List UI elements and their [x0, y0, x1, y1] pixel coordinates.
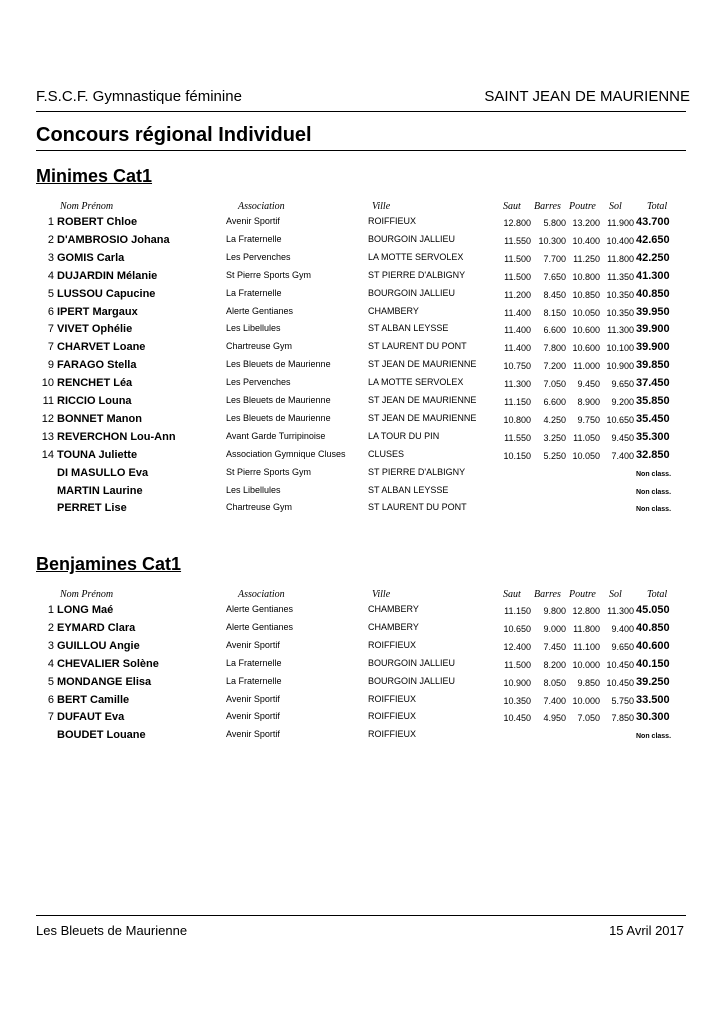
total-score: 39.850: [636, 359, 670, 372]
column-header-total: Total: [647, 589, 668, 600]
city-cell: ROIFFIEUX: [368, 729, 417, 740]
association-cell: La Fraternelle: [226, 233, 282, 244]
saut-score: 10.150: [503, 450, 531, 461]
association-cell: Alerte Gentianes: [226, 621, 294, 632]
barres-score: 7.450: [543, 641, 566, 652]
barres-score: 7.800: [543, 343, 566, 354]
poutre-score: 11.100: [573, 641, 600, 652]
total-score: 39.900: [636, 341, 670, 354]
column-header-association: Association: [238, 589, 285, 600]
association-cell: Alerte Gentianes: [226, 305, 294, 316]
name-cell: GUILLOU Angie: [57, 639, 140, 652]
city-cell: BOURGOIN JALLIEU: [368, 657, 456, 668]
association-cell: Les Pervenches: [226, 377, 291, 388]
table-row: [0, 323, 724, 341]
name-cell: LUSSOU Capucine: [57, 287, 156, 300]
name-cell: RICCIO Louna: [57, 395, 132, 407]
name-cell: ROBERT Chloe: [57, 216, 138, 228]
poutre-score: 10.050: [572, 450, 600, 461]
city-cell: ROIFFIEUX: [368, 216, 417, 226]
city-cell: ST ALBAN LEYSSE: [368, 323, 449, 334]
total-score: 40.850: [636, 621, 670, 634]
table-row: [0, 729, 724, 747]
city-cell: LA MOTTE SERVOLEX: [368, 377, 464, 388]
table-row: [0, 658, 724, 676]
association-cell: Chartreuse Gym: [226, 502, 293, 513]
city-cell: LA MOTTE SERVOLEX: [368, 251, 464, 262]
city-cell: CHAMBERY: [368, 621, 419, 632]
association-cell: Les Pervenches: [226, 251, 291, 262]
rank-cell: 12: [41, 412, 54, 425]
total-score: 39.250: [636, 675, 670, 688]
section-title-benjamines: Benjamines Cat1: [36, 554, 182, 574]
name-cell: CHEVALIER Solène: [57, 657, 159, 670]
city-cell: ST PIERRE D'ALBIGNY: [368, 269, 466, 280]
association-cell: Les Libellules: [226, 323, 281, 334]
table-row: [0, 640, 724, 658]
rank-cell: 5: [47, 675, 54, 688]
city-cell: LA TOUR DU PIN: [368, 430, 440, 441]
barres-score: 7.200: [543, 361, 566, 372]
table-row: [0, 377, 724, 395]
barres-score: 5.250: [543, 450, 566, 461]
total-score: 37.450: [636, 377, 670, 390]
rank-cell: 7: [47, 711, 54, 724]
name-cell: BOUDET Louane: [57, 729, 146, 742]
column-header-name: Nom Prénom: [60, 201, 114, 212]
saut-score: 11.150: [504, 606, 531, 616]
saut-score: 11.400: [504, 343, 531, 354]
rank-cell: 3: [47, 639, 54, 652]
poutre-score: 9.450: [577, 379, 600, 390]
poutre-score: 11.800: [573, 623, 600, 634]
table-row: [0, 359, 724, 377]
city-cell: BOURGOIN JALLIEU: [368, 675, 456, 686]
sol-score: 9.400: [611, 623, 634, 634]
city-cell: ST LAURENT DU PONT: [368, 341, 467, 352]
rank-cell: 10: [41, 377, 54, 390]
city-cell: BOURGOIN JALLIEU: [368, 233, 456, 244]
rank-cell: 7: [47, 323, 54, 336]
sol-score: 9.200: [611, 397, 634, 407]
sol-score: 11.300: [607, 606, 634, 616]
name-cell: LONG Maé: [57, 604, 114, 616]
sol-score: 7.400: [611, 450, 634, 461]
saut-score: 11.150: [504, 397, 531, 407]
table-row: [0, 711, 724, 729]
rank-cell: 1: [47, 604, 54, 616]
city-cell: ST ALBAN LEYSSE: [368, 484, 449, 495]
sol-score: 10.450: [606, 659, 634, 670]
rank-cell: 2: [47, 233, 54, 246]
table-row: [0, 395, 724, 413]
association-cell: Les Libellules: [226, 484, 281, 495]
total-score: 33.500: [636, 693, 670, 706]
column-header-name: Nom Prénom: [60, 589, 114, 600]
sol-score: 11.800: [607, 253, 634, 264]
name-cell: CHARVET Loane: [57, 341, 146, 354]
barres-score: 6.600: [543, 325, 566, 336]
table-row: [0, 252, 724, 270]
poutre-score: 10.050: [572, 307, 600, 318]
poutre-score: 8.900: [577, 397, 600, 407]
city-cell: ST LAURENT DU PONT: [368, 502, 467, 513]
association-cell: St Pierre Sports Gym: [226, 269, 312, 280]
rank-cell: 3: [47, 251, 54, 264]
name-cell: VIVET Ophélie: [57, 323, 133, 336]
association-cell: Chartreuse Gym: [226, 341, 293, 352]
table-row: [0, 485, 724, 503]
total-score: 35.300: [636, 430, 670, 443]
city-cell: ST PIERRE D'ALBIGNY: [368, 466, 466, 477]
association-cell: Avenir Sportif: [226, 639, 280, 650]
association-cell: Avant Garde Turripinoise: [226, 430, 326, 441]
sol-score: 10.450: [606, 677, 634, 688]
rank-cell: 4: [47, 657, 54, 670]
column-header-sol: Sol: [609, 201, 622, 212]
total-score: 39.900: [636, 323, 670, 336]
table-row: [0, 676, 724, 694]
name-cell: MONDANGE Elisa: [57, 675, 152, 688]
saut-score: 11.500: [504, 659, 531, 670]
barres-score: 8.200: [543, 659, 566, 670]
barres-score: 8.050: [543, 677, 566, 688]
page-footer: [36, 923, 684, 941]
association-cell: Avenir Sportif: [226, 729, 280, 740]
name-cell: IPERT Margaux: [57, 305, 138, 318]
total-score: 32.850: [636, 448, 670, 461]
table-row: [0, 413, 724, 431]
saut-score: 11.400: [504, 325, 531, 336]
column-header-barres: Barres: [534, 589, 561, 600]
name-cell: BONNET Manon: [57, 412, 142, 425]
total-score: Non class.: [636, 470, 672, 478]
sol-score: 11.350: [607, 271, 634, 282]
total-score: 39.950: [636, 305, 670, 318]
city-cell: ROIFFIEUX: [368, 693, 417, 704]
rank-cell: 14: [41, 448, 54, 461]
sol-score: 10.900: [606, 361, 634, 372]
total-score: 42.250: [636, 251, 670, 264]
barres-score: 6.600: [543, 397, 566, 407]
barres-score: 3.250: [543, 432, 566, 443]
association-cell: St Pierre Sports Gym: [226, 466, 312, 477]
city-cell: ROIFFIEUX: [368, 639, 417, 650]
poutre-score: 9.750: [577, 414, 600, 425]
city-cell: ROIFFIEUX: [368, 711, 417, 722]
name-cell: DI MASULLO Eva: [57, 466, 149, 479]
association-cell: La Fraternelle: [226, 287, 282, 298]
column-header-poutre: Poutre: [569, 201, 596, 212]
city-cell: CHAMBERY: [368, 604, 419, 614]
table-row: [0, 216, 724, 234]
barres-score: 10.300: [538, 235, 566, 246]
poutre-score: 11.000: [573, 361, 600, 372]
barres-score: 9.000: [543, 623, 566, 634]
total-score: 30.300: [636, 711, 670, 724]
total-score: 40.150: [636, 657, 670, 670]
name-cell: PERRET Lise: [57, 502, 127, 515]
poutre-score: 7.050: [577, 713, 600, 724]
saut-score: 11.500: [504, 253, 531, 264]
total-score: 35.450: [636, 412, 670, 425]
sol-score: 7.850: [611, 713, 634, 724]
association-cell: Avenir Sportif: [226, 693, 280, 704]
city-cell: CLUSES: [368, 448, 405, 459]
sol-score: 5.750: [611, 695, 634, 706]
table-row: [0, 431, 724, 449]
table-row: [0, 449, 724, 467]
association-cell: Les Bleuets de Maurienne: [226, 412, 331, 423]
barres-score: 8.450: [543, 289, 566, 300]
total-score: Non class.: [636, 488, 672, 496]
sol-score: 11.900: [607, 218, 634, 228]
footer-rule: [36, 915, 686, 916]
table-row: [0, 288, 724, 306]
footer-date: 15 Avril 2017: [609, 923, 684, 938]
city-cell: ST JEAN DE MAURIENNE: [368, 359, 477, 370]
column-header-sol: Sol: [609, 589, 622, 600]
barres-score: 7.050: [543, 379, 566, 390]
name-cell: GOMIS Carla: [57, 251, 125, 264]
total-score: Non class.: [636, 733, 672, 741]
barres-score: 7.650: [543, 271, 566, 282]
sol-score: 10.650: [606, 414, 634, 425]
rank-cell: 6: [47, 305, 54, 318]
saut-score: 11.550: [504, 432, 531, 443]
rank-cell: 7: [47, 341, 54, 354]
table-row: [0, 694, 724, 712]
page-header: [36, 88, 690, 108]
name-cell: FARAGO Stella: [57, 359, 137, 372]
association-cell: Les Bleuets de Maurienne: [226, 395, 331, 405]
title-rule: [36, 150, 686, 151]
city-cell: ST JEAN DE MAURIENNE: [368, 395, 477, 405]
header-rule: [36, 111, 686, 112]
saut-score: 11.400: [504, 307, 531, 318]
column-header-total: Total: [647, 201, 668, 212]
sol-score: 10.100: [606, 343, 634, 354]
city-cell: ST JEAN DE MAURIENNE: [368, 412, 477, 423]
association-cell: Association Gymnique Cluses: [226, 448, 346, 459]
saut-score: 11.500: [504, 271, 531, 282]
name-cell: D'AMBROSIO Johana: [57, 233, 170, 246]
column-header-barres: Barres: [534, 201, 561, 212]
page-title: Concours régional Individuel: [36, 124, 312, 146]
table-row: [0, 341, 724, 359]
saut-score: 11.200: [504, 289, 531, 300]
poutre-score: 11.050: [573, 432, 600, 443]
sol-score: 10.400: [606, 235, 634, 246]
barres-score: 8.150: [543, 307, 566, 318]
poutre-score: 13.200: [572, 218, 600, 228]
name-cell: EYMARD Clara: [57, 621, 136, 634]
table-row: [0, 234, 724, 252]
barres-score: 4.950: [543, 713, 566, 724]
sol-score: 9.650: [611, 641, 634, 652]
rank-cell: 1: [47, 216, 54, 228]
saut-score: 11.550: [504, 235, 531, 246]
saut-score: 10.800: [503, 414, 531, 425]
event-location: SAINT JEAN DE MAURIENNE: [484, 88, 690, 105]
saut-score: 11.300: [504, 379, 531, 390]
rank-cell: 2: [47, 621, 54, 634]
poutre-score: 10.850: [572, 289, 600, 300]
column-header-saut: Saut: [503, 201, 521, 212]
poutre-score: 11.250: [573, 253, 600, 264]
sol-score: 11.300: [607, 325, 634, 336]
poutre-score: 10.600: [572, 325, 600, 336]
rank-cell: 13: [41, 430, 54, 443]
rank-cell: 9: [47, 359, 54, 372]
saut-score: 10.450: [503, 713, 531, 724]
table-row: [0, 467, 724, 485]
name-cell: MARTIN Laurine: [57, 484, 143, 497]
poutre-score: 10.800: [572, 271, 600, 282]
column-header-saut: Saut: [503, 589, 521, 600]
column-header-association: Association: [238, 201, 285, 212]
name-cell: REVERCHON Lou-Ann: [57, 430, 176, 443]
total-score: 40.600: [636, 639, 670, 652]
total-score: Non class.: [636, 506, 672, 514]
total-score: 35.850: [636, 395, 670, 407]
sol-score: 9.650: [611, 379, 634, 390]
barres-score: 4.250: [543, 414, 566, 425]
association-cell: Alerte Gentianes: [226, 604, 294, 614]
table-row: [0, 306, 724, 324]
poutre-score: 10.000: [572, 695, 600, 706]
footer-club: Les Bleuets de Maurienne: [36, 923, 188, 938]
total-score: 41.300: [636, 269, 670, 282]
poutre-score: 10.400: [572, 235, 600, 246]
saut-score: 10.650: [503, 623, 531, 634]
rank-cell: 5: [47, 287, 54, 300]
name-cell: BERT Camille: [57, 693, 130, 706]
sol-score: 10.350: [606, 307, 634, 318]
organization-name: F.S.C.F. Gymnastique féminine: [36, 88, 242, 105]
sol-score: 9.450: [611, 432, 634, 443]
saut-score: 10.350: [503, 695, 531, 706]
rank-cell: 6: [47, 693, 54, 706]
barres-score: 7.700: [543, 253, 566, 264]
association-cell: Avenir Sportif: [226, 216, 280, 226]
saut-score: 12.400: [503, 641, 531, 652]
total-score: 43.700: [636, 216, 670, 228]
barres-score: 9.800: [543, 606, 566, 616]
name-cell: DUFAUT Eva: [57, 711, 125, 724]
poutre-score: 12.800: [572, 606, 600, 616]
rank-cell: 11: [42, 395, 54, 407]
rank-cell: 4: [47, 269, 54, 282]
poutre-score: 10.000: [572, 659, 600, 670]
city-cell: BOURGOIN JALLIEU: [368, 287, 456, 298]
sol-score: 10.350: [606, 289, 634, 300]
total-score: 42.650: [636, 233, 670, 246]
table-row: [0, 622, 724, 640]
association-cell: La Fraternelle: [226, 675, 282, 686]
total-score: 40.850: [636, 287, 670, 300]
association-cell: Les Bleuets de Maurienne: [226, 359, 331, 370]
association-cell: Avenir Sportif: [226, 711, 280, 722]
association-cell: La Fraternelle: [226, 657, 282, 668]
saut-score: 12.800: [503, 218, 531, 228]
table-row: [0, 502, 724, 520]
column-header-poutre: Poutre: [569, 589, 596, 600]
barres-score: 5.800: [543, 218, 566, 228]
total-score: 45.050: [636, 604, 670, 616]
poutre-score: 9.850: [577, 677, 600, 688]
city-cell: CHAMBERY: [368, 305, 419, 316]
column-header-city: Ville: [372, 201, 391, 212]
saut-score: 10.750: [503, 361, 531, 372]
name-cell: TOUNA Juliette: [57, 448, 138, 461]
table-row: [0, 270, 724, 288]
barres-score: 7.400: [543, 695, 566, 706]
name-cell: DUJARDIN Mélanie: [57, 269, 158, 282]
table-row: [0, 604, 724, 622]
column-header-city: Ville: [372, 589, 391, 600]
poutre-score: 10.600: [572, 343, 600, 354]
saut-score: 10.900: [503, 677, 531, 688]
name-cell: RENCHET Léa: [57, 377, 133, 390]
section-title-minimes: Minimes Cat1: [36, 166, 153, 186]
